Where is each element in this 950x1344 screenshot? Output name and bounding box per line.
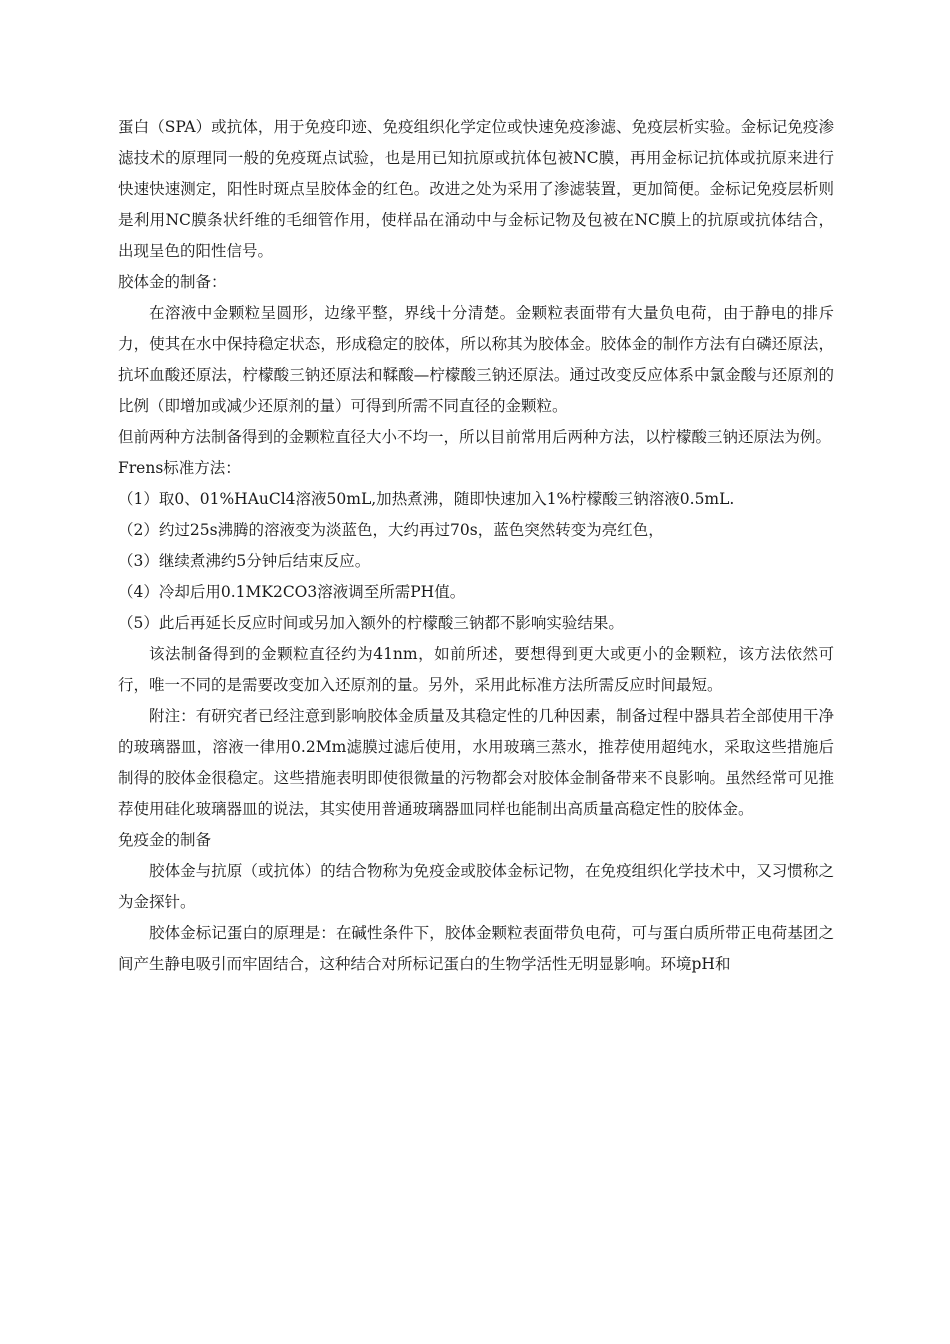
- paragraph-gold-particles: 在溶液中金颗粒呈圆形，边缘平整，界线十分清楚。金颗粒表面带有大量负电荷，由于静电的排斥力，使其在水中保持稳定状态，形成稳定的胶体，所以称其为胶体金。胶体金的制作方法有白磷还原法，抗坏血酸还原法，柠檬酸三钠还原法和鞣酸—柠檬酸三钠还原法。通过改变反应体系中氯金酸与还原剂的比例（即增加或减少还原剂的量）可得到所需不同直径的金颗粒。: [118, 304, 834, 415]
- step-2: （2）约过25s沸腾的溶液变为淡蓝色，大约再过70s，蓝色突然转变为亮红色，: [118, 521, 664, 539]
- step-4: （4）冷却后用0.1MK2CO3溶液调至所需PH值。: [118, 583, 466, 601]
- paragraph-labeling-principle: 胶体金标记蛋白的原理是：在碱性条件下，胶体金颗粒表面带负电荷，可与蛋白质所带正电荷基团之间产生静电吸引而牢固结合，这种结合对所标记蛋白的生物学活性无明显影响。环境pH和: [118, 924, 834, 973]
- step-3: （3）继续煮沸约5分钟后结束反应。: [118, 552, 371, 570]
- heading-immunogold-preparation: 免疫金的制备: [118, 831, 212, 849]
- paragraph-spa-continuation: 蛋白（SPA）或抗体，用于免疫印迹、免疫组织化学定位或快速免疫渗滤、免疫层析实验。金标记免疫渗滤技术的原理同一般的免疫斑点试验，也是用已知抗原或抗体包被NC膜，再用金标记抗体或抗原来进行快速快速测定，阳性时斑点呈胶体金的红色。改进之处为采用了渗滤装置，更加简便。金标记免疫层析则是利用NC膜条状纤维的毛细管作用，使样品在涌动中与金标记物及包被在NC膜上的抗原或抗体结合，出现呈色的阳性信号。: [118, 118, 834, 260]
- heading-frens-method: Frens标准方法：: [118, 459, 241, 477]
- paragraph-appendix-note: 附注：有研究者已经注意到影响胶体金质量及其稳定性的几种因素，制备过程中器具若全部使用干净的玻璃器皿，溶液一律用0.2Μm滤膜过滤后使用，水用玻璃三蒸水，推荐使用超纯水，采取这些措施后制得的胶体金很稳定。这些措施表明即使很微量的污物都会对胶体金制备带来不良影响。虽然经常可见推荐使用硅化玻璃器皿的说法，其实使用普通玻璃器皿同样也能制出高质量高稳定性的胶体金。: [118, 707, 834, 818]
- paragraph-methods-note: 但前两种方法制备得到的金颗粒直径大小不均一，所以目前常用后两种方法，以柠檬酸三钠还原法为例。: [118, 428, 832, 446]
- document-body: [118, 112, 834, 980]
- paragraph-particle-diameter: 该法制备得到的金颗粒直径约为41nm，如前所述，要想得到更大或更小的金颗粒，该方法依然可行，唯一不同的是需要改变加入还原剂的量。另外，采用此标准方法所需反应时间最短。: [118, 645, 834, 694]
- heading-colloidal-gold-preparation: 胶体金的制备：: [118, 273, 227, 291]
- step-5: （5）此后再延长反应时间或另加入额外的柠檬酸三钠都不影响实验结果。: [118, 614, 624, 632]
- paragraph-immunogold-definition: 胶体金与抗原（或抗体）的结合物称为免疫金或胶体金标记物，在免疫组织化学技术中，又习惯称之为金探针。: [118, 862, 834, 911]
- step-1: （1）取0、01%HAuCl4溶液50mL,加热煮沸，随即快速加入1%柠檬酸三钠溶液0.5mL.: [118, 490, 735, 508]
